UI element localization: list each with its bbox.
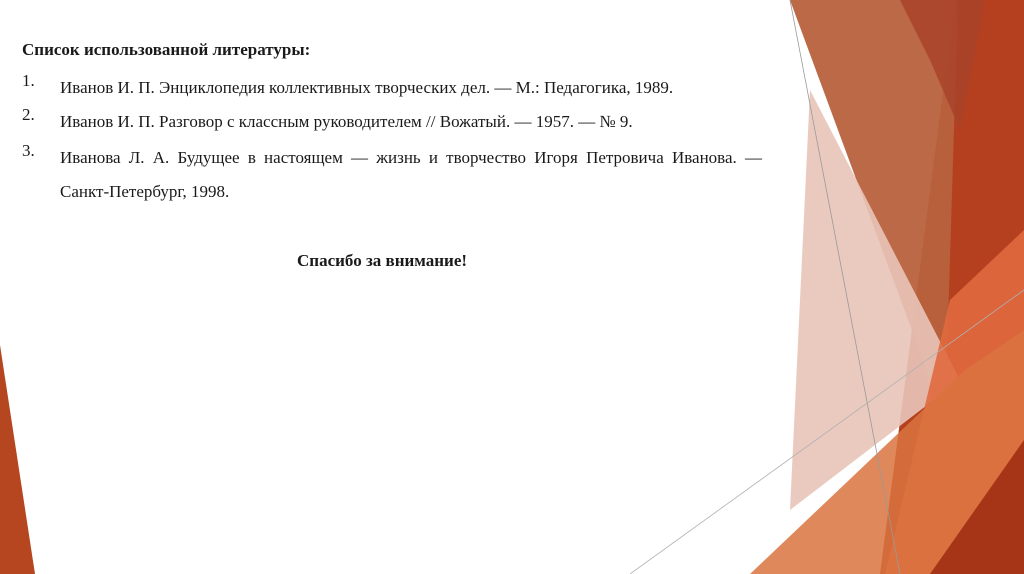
reference-number: 3.	[22, 141, 35, 160]
reference-text: Иванов И. П. Разговор с классным руководителем // Вожатый. — 1957. — № 9.	[60, 112, 633, 131]
reference-text: Иванов И. П. Энциклопедия коллективных творческих дел. — М.: Педагогика, 1989.	[60, 78, 674, 97]
reference-text: Иванова Л. А. Будущее в настоящем — жизнь и творчество Игоря Петровича Иванова. — Санкт-Петербург, 1998.	[60, 148, 762, 201]
reference-number: 1.	[22, 71, 35, 90]
thanks-message: Спасибо за внимание!	[297, 251, 468, 270]
references-heading: Список использованной литературы:	[22, 40, 311, 59]
reference-number: 2.	[22, 105, 35, 124]
